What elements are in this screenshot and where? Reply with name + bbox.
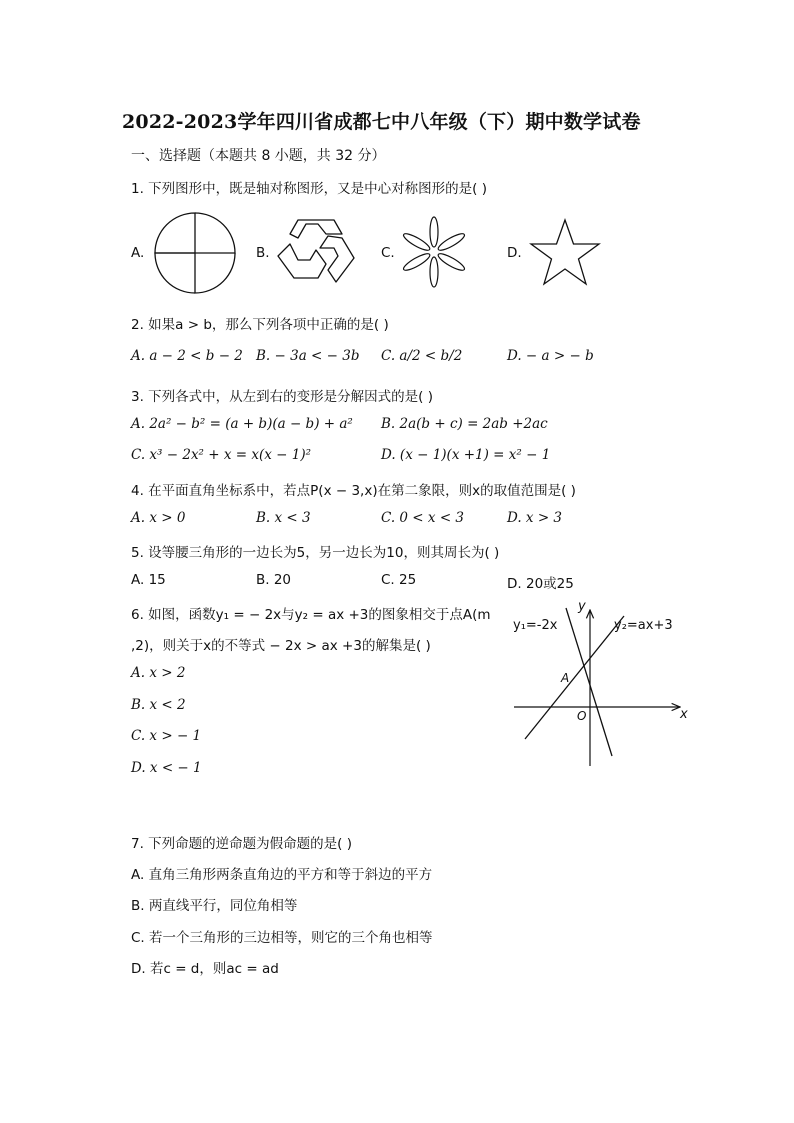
q2-option-a: A. a − 2 < b − 2 [131,348,243,364]
q6-option-a: A. x > 2 [131,665,186,681]
question-4-stem: 4. 在平面直角坐标系中，若点P(x − 3,x)在第二象限，则x的取值范围是( ) [131,483,576,499]
question-6-stem-line2: ,2)，则关于x的不等式 − 2x > ax +3的解集是( ) [131,638,431,654]
q7-option-c: C. 若一个三角形的三边相等，则它的三个角也相等 [131,930,433,946]
q5-option-c: C. 25 [381,572,417,588]
q3-option-b: B. 2a(b + c) = 2ab +2ac [381,416,548,432]
q4-option-c: C. 0 < x < 3 [381,510,465,526]
q6-option-c: C. x > − 1 [131,728,202,744]
q5-option-a: A. 15 [131,572,166,588]
q4-option-b: B. x < 3 [256,510,311,526]
q4-option-a: A. x > 0 [131,510,186,526]
q2-option-b: B. − 3a < − 3b [256,348,360,364]
line-y1 [566,608,612,756]
label-x-axis: x [680,707,688,722]
q5-option-d: D. 20或25 [507,576,574,592]
q3-option-d: D. (x − 1)(x +1) = x² − 1 [381,447,551,463]
pinwheel-figure [152,210,238,296]
recycle-hexagon-figure [276,214,356,286]
star-figure [529,218,601,286]
q4-option-d: D. x > 3 [507,510,563,526]
q7-option-a: A. 直角三角形两条直角边的平方和等于斜边的平方 [131,867,433,883]
question-3-stem: 3. 下列各式中，从左到右的变形是分解因式的是( ) [131,389,433,405]
label-y-axis: y [578,599,586,614]
q1-option-b-label: B. [256,245,270,261]
q7-option-b: B. 两直线平行，同位角相等 [131,898,298,914]
q5-option-b: B. 20 [256,572,292,588]
q1-option-c-label: C. [381,245,395,261]
q2-option-c: C. a/2 < b/2 [381,348,463,364]
question-1-stem: 1. 下列图形中，既是轴对称图形，又是中心对称图形的是( ) [131,181,487,197]
question-2-stem: 2. 如果a > b，那么下列各项中正确的是( ) [131,317,389,333]
q7-option-d: D. 若c = d，则ac = ad [131,961,279,977]
label-y2: y₂=ax+3 [614,618,673,633]
q3-option-c: C. x³ − 2x² + x = x(x − 1)² [131,447,312,463]
label-point-a: A [561,671,570,685]
label-y1: y₁=-2x [513,618,558,633]
q2-option-d: D. − a > − b [507,348,594,364]
q6-function-graph [508,596,698,771]
q1-option-a-label: A. [131,245,145,261]
q6-option-d: D. x < − 1 [131,760,202,776]
q6-option-b: B. x < 2 [131,697,186,713]
label-origin: O [577,709,587,723]
q1-option-d-label: D. [507,245,522,261]
section-heading: 一、选择题（本题共 8 小题，共 32 分） [131,148,386,164]
question-6-stem-line1: 6. 如图，函数y₁ = − 2x与y₂ = ax +3的图象相交于点A(m [131,607,491,623]
q3-option-a: A. 2a² − b² = (a + b)(a − b) + a² [131,416,353,432]
flower-petals-figure [400,216,468,288]
question-7-stem: 7. 下列命题的逆命题为假命题的是( ) [131,836,352,852]
page-title: 2022-2023学年四川省成都七中八年级（下）期中数学试卷 [122,111,641,133]
question-5-stem: 5. 设等腰三角形的一边长为5，另一边长为10，则其周长为( ) [131,545,500,561]
